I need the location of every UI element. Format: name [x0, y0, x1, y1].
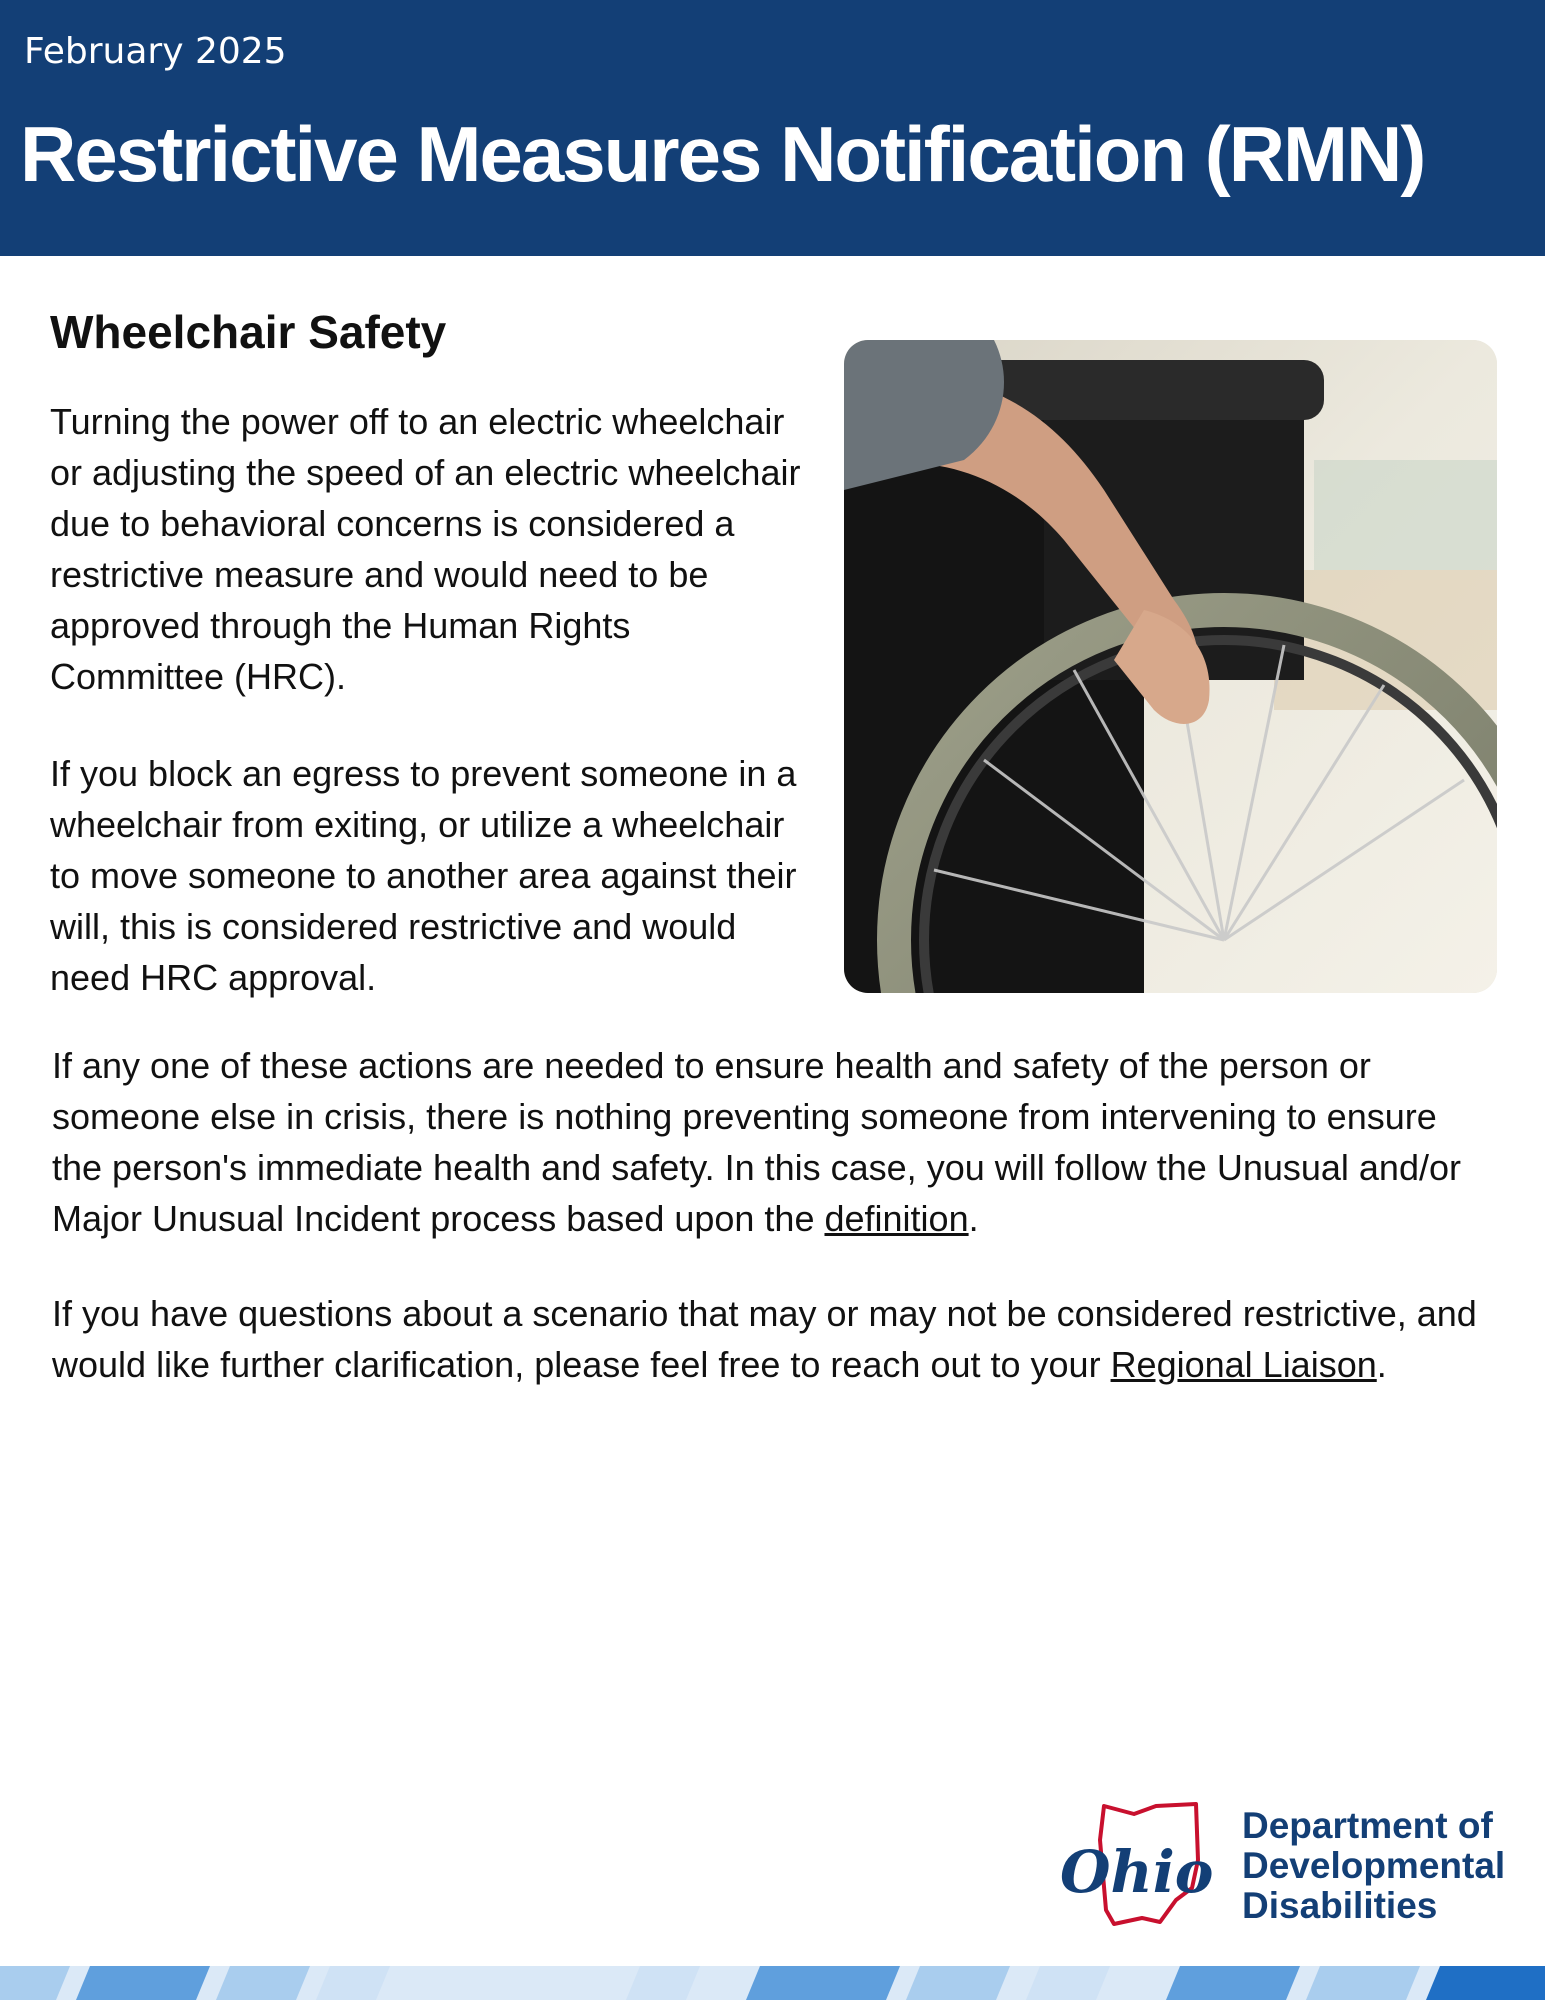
paragraph-crisis-end: .: [968, 1198, 979, 1239]
ohio-state-logo-icon: [1056, 1800, 1226, 1930]
header-banner: [0, 0, 1545, 256]
paragraph-questions-end: .: [1376, 1344, 1387, 1385]
publication-date: February 2025: [24, 31, 287, 72]
paragraph-questions-text: If you have questions about a scenario that may or may not be considered restrictive, and would like further clarification, please feel free to reach out to your: [52, 1293, 1477, 1385]
regional-liaison-link[interactable]: Regional Liaison: [1110, 1344, 1377, 1385]
paragraph-egress: If you block an egress to prevent someone in a wheelchair from exiting, or utilize a wheelchair to move someone to another area against their will, this is considered restrictive and would need HRC approval.: [50, 753, 797, 998]
paragraph-crisis-text: If any one of these actions are needed to ensure health and safety of the person or someone else in crisis, there is nothing preventing someone from intervening to ensure the person's immediate health and safety. In this case, you will follow the Unusual and/or Major Unusual Incident process based upon the: [52, 1045, 1461, 1239]
paragraph-power-speed: Turning the power off to an electric wheelchair or adjusting the speed of an electric wheelchair due to behavioral concerns is considered a restrictive measure and would need to be approved through the Human Rights Committee (HRC).: [50, 401, 801, 697]
ohio-wordmark: Ohio: [1060, 1838, 1214, 1906]
department-name-line-1: Department of: [1242, 1805, 1493, 1846]
department-name-line-3: Disabilities: [1242, 1885, 1438, 1926]
page-title: Restrictive Measures Notification (RMN): [20, 110, 1425, 198]
footer-stripe-band: [0, 1966, 1545, 2000]
department-name: [1242, 1806, 1505, 1926]
wheelchair-photo: [844, 340, 1497, 993]
department-name-line-2: Developmental: [1242, 1845, 1506, 1886]
paragraph-questions: [52, 1288, 1492, 1390]
definition-link[interactable]: definition: [824, 1198, 969, 1239]
dodd-logo: [1056, 1800, 1536, 1940]
paragraph-crisis: [52, 1040, 1492, 1244]
section-heading: Wheelchair Safety: [50, 306, 447, 358]
